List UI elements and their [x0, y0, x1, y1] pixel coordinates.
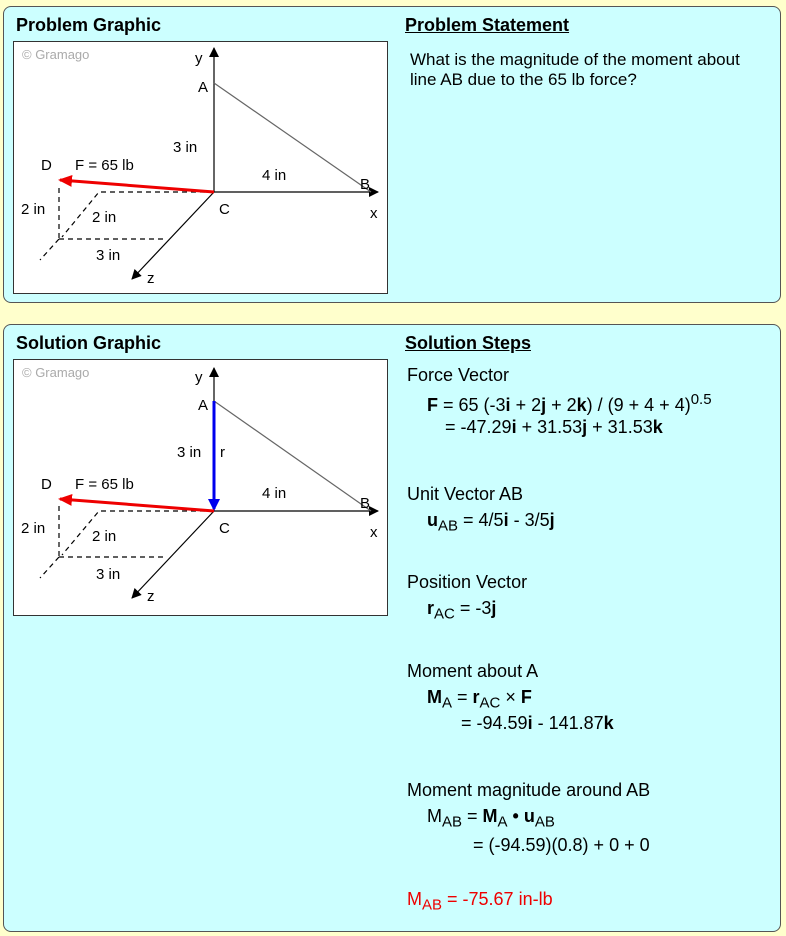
force-arrow [60, 180, 214, 192]
label-z: z [147, 270, 155, 287]
problem-graphic-title: Problem Graphic [16, 15, 162, 35]
label-c: C [219, 201, 230, 218]
label-a: A [198, 79, 209, 96]
step-position-title: Position Vector [407, 572, 528, 592]
problem-diagram-svg [14, 42, 388, 294]
step-force-title: Force Vector [407, 365, 510, 385]
label-force: F = 65 lb [75, 476, 134, 493]
step-unit-title: Unit Vector AB [407, 484, 524, 504]
step-moment-a-title: Moment about A [407, 661, 539, 681]
label-d: D [41, 476, 52, 493]
label-4in: 4 in [262, 485, 287, 502]
z-axis [132, 511, 214, 598]
solution-panel [3, 324, 781, 932]
label-3in-bottom: 3 in [96, 566, 121, 583]
copyright: © Gramago [22, 47, 90, 62]
solution-diagram-svg [14, 360, 388, 616]
dashed-guides [40, 188, 214, 260]
step-force-eq2: = -47.29i + 31.53j + 31.53k [445, 417, 663, 437]
z-axis [132, 192, 214, 279]
problem-panel [3, 6, 781, 303]
label-2in-left: 2 in [21, 201, 46, 218]
label-y: y [195, 50, 203, 67]
label-2in-diag: 2 in [92, 209, 117, 226]
label-d: D [41, 157, 52, 174]
label-4in: 4 in [262, 167, 287, 184]
label-y: y [195, 369, 203, 386]
solution-graphic-title: Solution Graphic [16, 333, 162, 353]
label-b: B [360, 495, 371, 512]
line-ab [214, 83, 371, 192]
label-3in-bottom: 3 in [96, 247, 121, 264]
step-moment-ab-title: Moment magnitude around AB [407, 780, 651, 800]
step-moment-ab-eq2: = (-94.59)(0.8) + 0 + 0 [473, 835, 650, 855]
label-b: B [360, 176, 371, 193]
step-unit-eq: $u_{AB} = 4/5i - 3/5j$ [427, 510, 555, 535]
label-3in: 3 in [173, 139, 198, 156]
problem-graphic [13, 41, 388, 294]
final-result: $M_{AB} = -75.67$ in-lb [407, 889, 553, 914]
label-r: r [220, 444, 225, 461]
label-2in-left: 2 in [21, 520, 46, 537]
copyright: © Gramago [22, 365, 90, 380]
label-force: F = 65 lb [75, 157, 134, 174]
step-moment-a-eq1: $M_A = r_{AC} \times F$ [427, 687, 532, 712]
label-a: A [198, 397, 209, 414]
step-position-eq: $r_{AC} = -3j$ [427, 598, 497, 623]
label-x: x [370, 524, 378, 541]
label-z: z [147, 588, 155, 605]
label-x: x [370, 205, 378, 222]
step-moment-ab-eq1: $M_{AB} = M_A$ • $u_{AB}$ [427, 806, 555, 831]
step-force-eq1: F = 65 $(-3i + 2j + 2k) / (9 + 4 + 4)^{0.5}$ [427, 391, 712, 415]
solution-steps-title: Solution Steps [405, 333, 531, 353]
label-3in: 3 in [177, 444, 202, 461]
solution-graphic [13, 359, 388, 616]
force-arrow [60, 499, 214, 511]
problem-statement-title: Problem Statement [405, 15, 570, 35]
line-ab [214, 401, 371, 511]
label-2in-diag: 2 in [92, 528, 117, 545]
step-moment-a-eq2: = -94.59i - 141.87k [461, 713, 614, 733]
dashed-guides [40, 506, 214, 578]
label-c: C [219, 520, 230, 537]
problem-statement: What is the magnitude of the moment about line AB due to the 65 lb force? [410, 50, 740, 89]
